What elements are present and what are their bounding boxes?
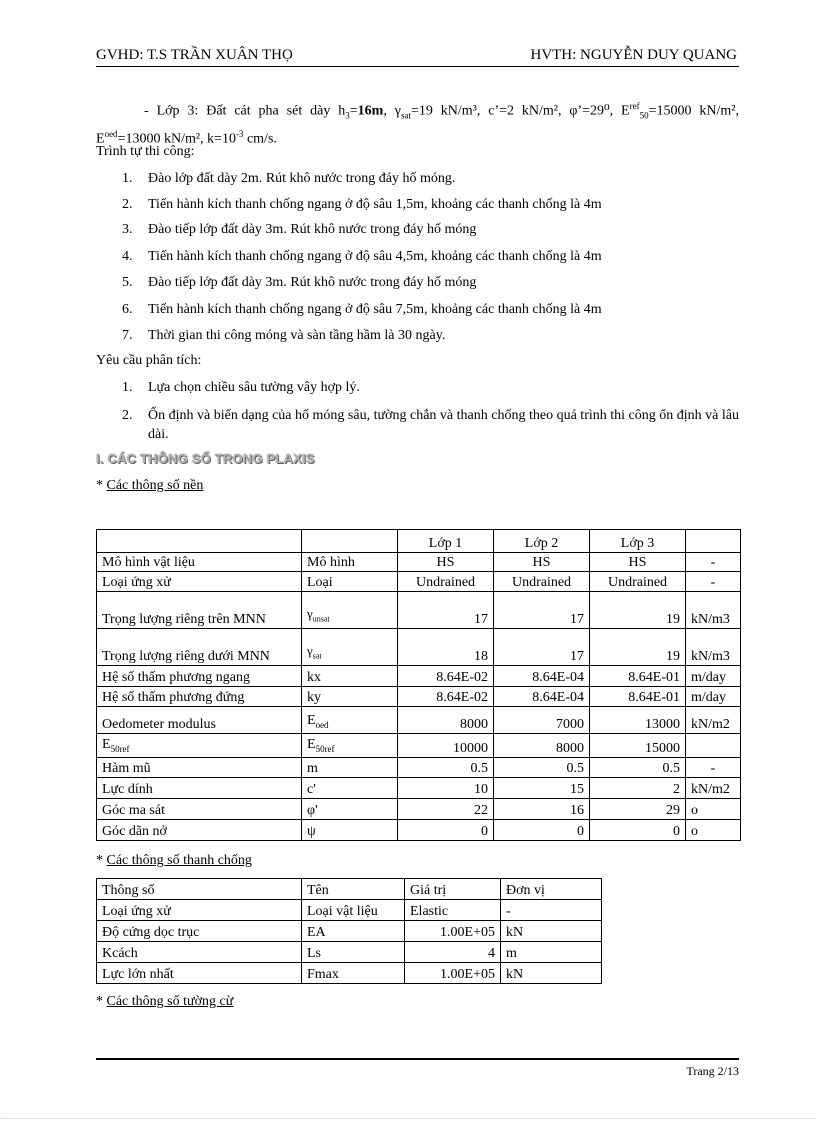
table-row: Trọng lượng riêng trên MNN $\gamma_{unsat}$ 17 17 19 kN/m3: [97, 592, 741, 629]
list-item: 1. Lựa chọn chiều sâu tường vây hợp lý.: [122, 380, 360, 395]
table-row: Hệ số thấm phương đứng ky 8.64E-02 8.64E-04 8.64E-01 m/day: [97, 687, 741, 707]
table-header-row: Lớp 1 Lớp 2 Lớp 3: [97, 530, 741, 553]
header-student: HVTH: NGUYỄN DUY QUANG: [530, 47, 737, 63]
header-advisor: GVHD: T.S TRẦN XUÂN THỌ: [96, 47, 293, 63]
list-item: 5. Đào tiếp lớp đất dày 3m. Rút khô nước trong đáy hố móng: [122, 275, 477, 290]
table-row: $E_{50ref}$ $E_{50ref}$ 10000 8000 15000: [97, 734, 741, 758]
soil-params-table: [96, 529, 741, 841]
table-row: Loại ứng xử Loại vật liệu Elastic -: [97, 900, 602, 921]
footer-divider: [96, 1058, 739, 1060]
list-item: 3. Đào tiếp lớp đất dày 3m. Rút khô nước trong đáy hố móng: [122, 222, 477, 237]
analysis-title: Yêu cầu phân tích:: [96, 353, 202, 368]
table-row: Kcách Ls 4 m: [97, 942, 602, 963]
list-item: 1. Đào lớp đất dày 2m. Rút khô nước trong đáy hố móng.: [122, 171, 456, 186]
table-row: Góc ma sát φ' 22 16 29 o: [97, 799, 741, 820]
list-item: 2. Tiến hành kích thanh chống ngang ở độ sâu 1,5m, khoảng các thanh chống là 4m: [122, 197, 602, 212]
table-row: Hệ số thấm phương ngang kx 8.64E-02 8.64E-04 8.64E-01 m/day: [97, 666, 741, 687]
list-item: 6. Tiến hành kích thanh chống ngang ở độ sâu 7,5m, khoảng các thanh chống là 4m: [122, 302, 602, 317]
table-header-row: Thông số Tên Giá trị Đơn vị: [97, 879, 602, 900]
list-item: 4. Tiến hành kích thanh chống ngang ở độ sâu 4,5m, khoảng các thanh chống là 4m: [122, 249, 602, 264]
table-row: Loại ứng xử Loại Undrained Undrained Undrained -: [97, 572, 741, 592]
table-row: Góc dãn nở ψ 0 0 0 o: [97, 820, 741, 841]
list-item: 2. Ổn định và biến dạng của hố móng sâu, tường chắn và thanh chống theo quá trình thi công ổn định và lâu dài.: [122, 408, 739, 442]
table-row: Mô hình vật liệu Mô hình HS HS HS -: [97, 553, 741, 572]
strut-params-label: * Các thông số thanh chống: [96, 853, 252, 868]
table-row: Trọng lượng riêng dưới MNN $\gamma_{sat}$ 18 17 19 kN/m3: [97, 629, 741, 666]
table-row: Hàm mũ m 0.5 0.5 0.5 -: [97, 758, 741, 778]
table-row: Oedometer modulus $E_{oed}$ 8000 7000 13000 kN/m2: [97, 707, 741, 734]
table-row: Lực dính c' 10 15 2 kN/m2: [97, 778, 741, 799]
table-row: Lực lớn nhất Fmax 1.00E+05 kN: [97, 963, 602, 984]
section-heading: I. CÁC THÔNG SỐ TRONG PLAXIS: [96, 451, 315, 466]
layer3-description: - Lớp 3: Đất cát pha sét dày $h_3=16m$, $\gamma_{sat}=19$ kN/m³, c’=2 kN/m², φ’=29⁰, $E^{ref}_{50}=15000$ kN/m², $E^{oed}=13000$ kN/m², $k=10^{-3}$ cm/s.: [96, 101, 739, 148]
page-header: [96, 46, 739, 67]
table-row: Độ cứng dọc trục EA 1.00E+05 kN: [97, 921, 602, 942]
list-item: 7. Thời gian thi công móng và sàn tầng hầm là 30 ngày.: [122, 328, 446, 343]
page-number: Trang 2/13: [686, 1064, 739, 1078]
soil-params-label: * Các thông số nền: [96, 478, 204, 493]
wall-params-label: * Các thông số tường cừ: [96, 994, 234, 1009]
strut-params-table: [96, 878, 602, 984]
page-edge: [0, 1118, 816, 1119]
construction-title: Trình tự thi công:: [96, 144, 195, 159]
